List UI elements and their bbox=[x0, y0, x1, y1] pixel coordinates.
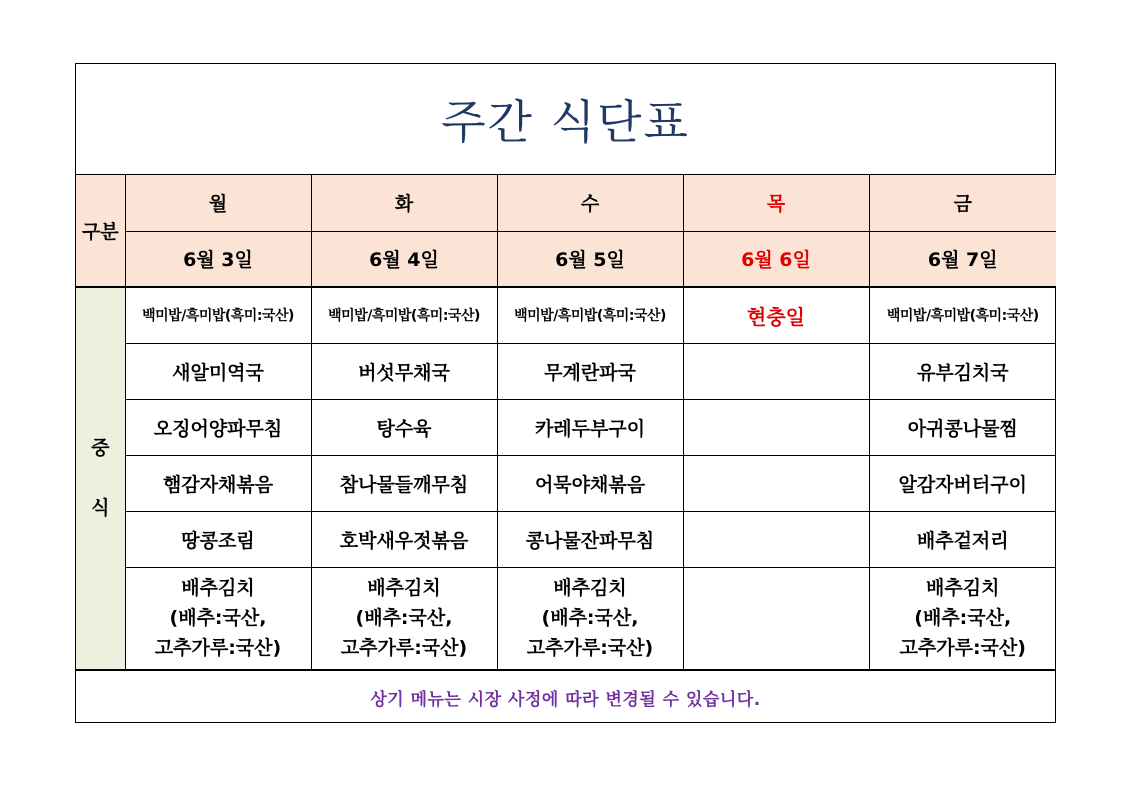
kimchi-cell bbox=[497, 567, 683, 669]
menu-cell: 아귀콩나물찜 bbox=[869, 399, 1056, 455]
date-header-row bbox=[76, 231, 1056, 287]
menu-row bbox=[76, 455, 1056, 511]
menu-cell-empty bbox=[683, 343, 869, 399]
menu-cell: 버섯무채국 bbox=[311, 343, 497, 399]
day-tue: 화 bbox=[311, 175, 497, 231]
day-header-row bbox=[76, 175, 1056, 231]
kimchi-name: 배추김치 bbox=[367, 577, 441, 599]
menu-cell: 백미밥/흑미밥(흑미:국산) bbox=[311, 287, 497, 343]
menu-cell: 땅콩조림 bbox=[125, 511, 311, 567]
kimchi-name: 배추김치 bbox=[926, 577, 1000, 599]
date-wed: 6월 5일 bbox=[497, 231, 683, 287]
kimchi-origin: (배추:국산, bbox=[355, 607, 453, 629]
kimchi-cell bbox=[311, 567, 497, 669]
day-wed: 수 bbox=[497, 175, 683, 231]
menu-cell-empty bbox=[683, 567, 869, 669]
menu-cell: 알감자버터구이 bbox=[869, 455, 1056, 511]
menu-cell: 배추겉저리 bbox=[869, 511, 1056, 567]
kimchi-origin: 고추가루:국산) bbox=[899, 637, 1026, 659]
menu-cell: 백미밥/흑미밥(흑미:국산) bbox=[125, 287, 311, 343]
day-thu: 목 bbox=[683, 175, 869, 231]
menu-row-kimchi bbox=[76, 567, 1056, 669]
kimchi-origin: (배추:국산, bbox=[914, 607, 1012, 629]
meal-category-line1: 중 bbox=[91, 437, 110, 460]
menu-row bbox=[76, 399, 1056, 455]
day-fri: 금 bbox=[869, 175, 1056, 231]
category-header: 구분 bbox=[76, 175, 125, 287]
meal-category-lunch bbox=[76, 287, 125, 669]
menu-row bbox=[76, 511, 1056, 567]
menu-cell: 무계란파국 bbox=[497, 343, 683, 399]
menu-cell: 유부김치국 bbox=[869, 343, 1056, 399]
kimchi-origin: 고추가루:국산) bbox=[340, 637, 468, 659]
kimchi-name: 배추김치 bbox=[181, 577, 255, 599]
menu-cell: 백미밥/흑미밥(흑미:국산) bbox=[869, 287, 1056, 343]
menu-cell: 새알미역국 bbox=[125, 343, 311, 399]
footer-note: 상기 메뉴는 시장 사정에 따라 변경될 수 있습니다. bbox=[76, 669, 1055, 723]
date-fri: 6월 7일 bbox=[869, 231, 1056, 287]
page-title: 주간 식단표 bbox=[76, 64, 1055, 175]
menu-sheet bbox=[75, 63, 1056, 723]
menu-cell: 호박새우젓볶음 bbox=[311, 511, 497, 567]
menu-cell-empty bbox=[683, 399, 869, 455]
menu-cell: 탕수육 bbox=[311, 399, 497, 455]
menu-cell: 오징어양파무침 bbox=[125, 399, 311, 455]
kimchi-cell bbox=[125, 567, 311, 669]
meal-category-line2: 식 bbox=[91, 497, 110, 520]
date-tue: 6월 4일 bbox=[311, 231, 497, 287]
day-mon: 월 bbox=[125, 175, 311, 231]
kimchi-origin: 고추가루:국산) bbox=[526, 637, 654, 659]
menu-cell-empty bbox=[683, 511, 869, 567]
kimchi-origin: (배추:국산, bbox=[541, 607, 639, 629]
menu-cell-empty bbox=[683, 455, 869, 511]
menu-cell: 카레두부구이 bbox=[497, 399, 683, 455]
menu-cell: 햄감자채볶음 bbox=[125, 455, 311, 511]
date-thu: 6월 6일 bbox=[683, 231, 869, 287]
menu-row bbox=[76, 343, 1056, 399]
menu-row-rice bbox=[76, 287, 1056, 343]
menu-cell: 백미밥/흑미밥(흑미:국산) bbox=[497, 287, 683, 343]
menu-cell: 참나물들깨무침 bbox=[311, 455, 497, 511]
kimchi-origin: (배추:국산, bbox=[169, 607, 267, 629]
menu-table bbox=[76, 175, 1056, 670]
menu-cell: 콩나물잔파무침 bbox=[497, 511, 683, 567]
kimchi-cell bbox=[869, 567, 1056, 669]
menu-cell: 어묵야채볶음 bbox=[497, 455, 683, 511]
holiday-label: 현충일 bbox=[683, 287, 869, 343]
kimchi-origin: 고추가루:국산) bbox=[154, 637, 282, 659]
kimchi-name: 배추김치 bbox=[553, 577, 627, 599]
date-mon: 6월 3일 bbox=[125, 231, 311, 287]
